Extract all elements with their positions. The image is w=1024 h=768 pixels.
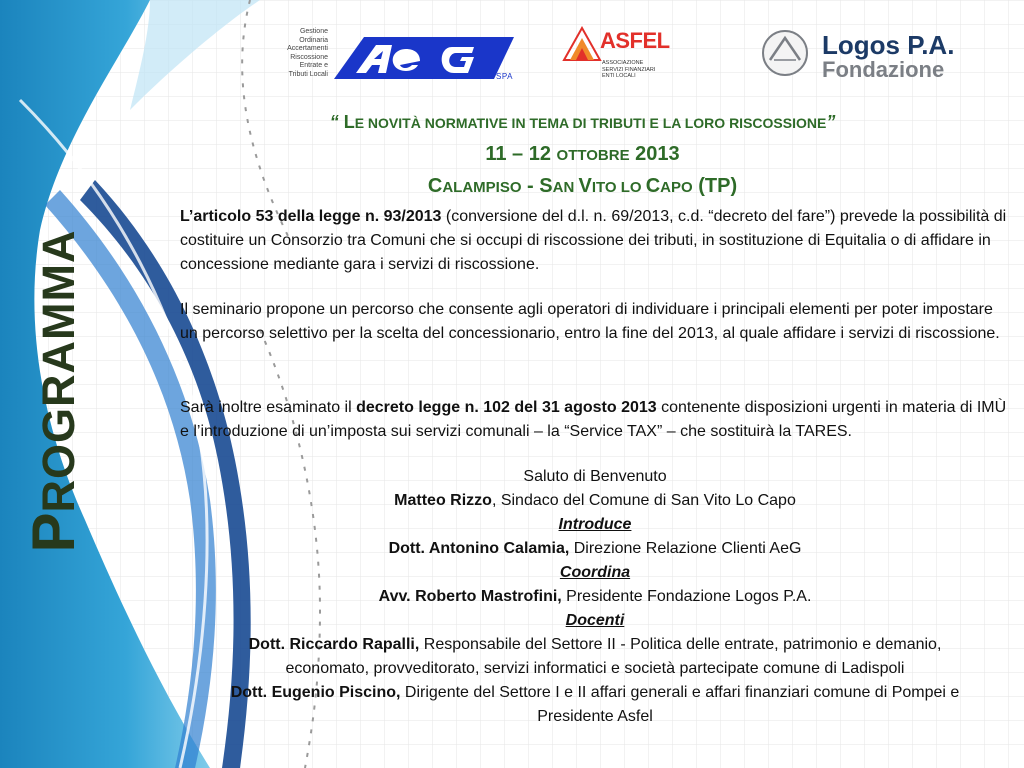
docente-piscino-role: Presidente Asfel	[537, 708, 653, 725]
logos-pa-fondazione: Fondazione	[822, 57, 945, 82]
asfel-flame-icon	[562, 26, 602, 62]
aeg-mark-icon	[334, 37, 514, 79]
paragraph-seminario: Il seminario propone un percorso che consente agli operatori di individuare i principali elementi per poter impostare un percorso selettivo per la scelta del concessionario, entro la fine del 2013, al quale affidare i servizi di riscossione.	[180, 301, 1000, 342]
coordina-speaker: Avv. Roberto Mastrofini, Presidente Fondazione Logos P.A.	[378, 588, 812, 605]
asfel-logo	[562, 22, 672, 88]
asfel-name: ASFEL	[600, 28, 670, 53]
docente-rapalli-role: economato, provveditorato, servizi informatici e società partecipate comune di Ladispoli	[285, 660, 905, 677]
event-title: “ LE NOVITÀ NORMATIVE IN TEMA DI TRIBUTI E LA LORO RISCOSSIONE”	[329, 112, 836, 132]
welcome-label: Saluto di Benvenuto	[523, 468, 667, 485]
aeg-logo	[246, 28, 526, 84]
side-title-programma: PROGRAMMA	[20, 229, 87, 553]
asfel-subtitle: ASSOCIAZIONE SERVIZI FINANZIARI ENTI LOCALI	[602, 60, 656, 79]
introduce-label: Introduce	[558, 516, 632, 533]
aeg-spa-label: SPA	[496, 72, 513, 81]
docente-rapalli: Dott. Riccardo Rapalli, Responsabile del Settore II - Politica delle entrate, patrimonio e demanio,	[248, 636, 942, 653]
event-place: CALAMPISO - SAN VITO LO CAPO (TP)	[427, 175, 738, 197]
welcome-speaker: Matteo Rizzo, Sindaco del Comune di San Vito Lo Capo	[394, 492, 796, 509]
introduce-speaker: Dott. Antonino Calamia, Direzione Relazione Clienti AeG	[388, 540, 802, 557]
logos-pa-logo	[760, 26, 1000, 86]
coordina-label: Coordina	[559, 564, 631, 581]
docenti-label: Docenti	[565, 612, 625, 629]
paragraph-articolo-53: L’articolo 53 della legge n. 93/2013 (conversione del d.l. n. 69/2013, c.d. “decreto del fare”) prevede la possibilità di costituire un Consorzio tra Comuni che si occupi di riscossione dei tributi, in sostituzione di Equitalia o di affidare in concessione mediante gara i servizi di riscossione.	[180, 208, 1007, 273]
logos-pa-name: Logos P.A.	[822, 30, 955, 60]
program-list	[175, 465, 1015, 729]
docente-piscino: Dott. Eugenio Piscino, Dirigente del Settore I e II affari generali e affari finanziari comune di Pompei e	[230, 684, 960, 701]
paragraph-decreto-legge: Sarà inoltre esaminato il decreto legge n. 102 del 31 agosto 2013 contenente disposizioni urgenti in materia di IMÙ e l’introduzione di un’imposta sui servizi comunali – la “Service TAX” – che sostituirà la TARES.	[180, 399, 1007, 440]
aeg-logo-words: Gestione Ordinaria Accertamenti Riscossione Entrate e Tributi Locali	[287, 28, 328, 78]
logos-pa-emblem-icon	[760, 28, 810, 78]
event-date: 11 – 12 OTTOBRE 2013	[485, 143, 680, 165]
